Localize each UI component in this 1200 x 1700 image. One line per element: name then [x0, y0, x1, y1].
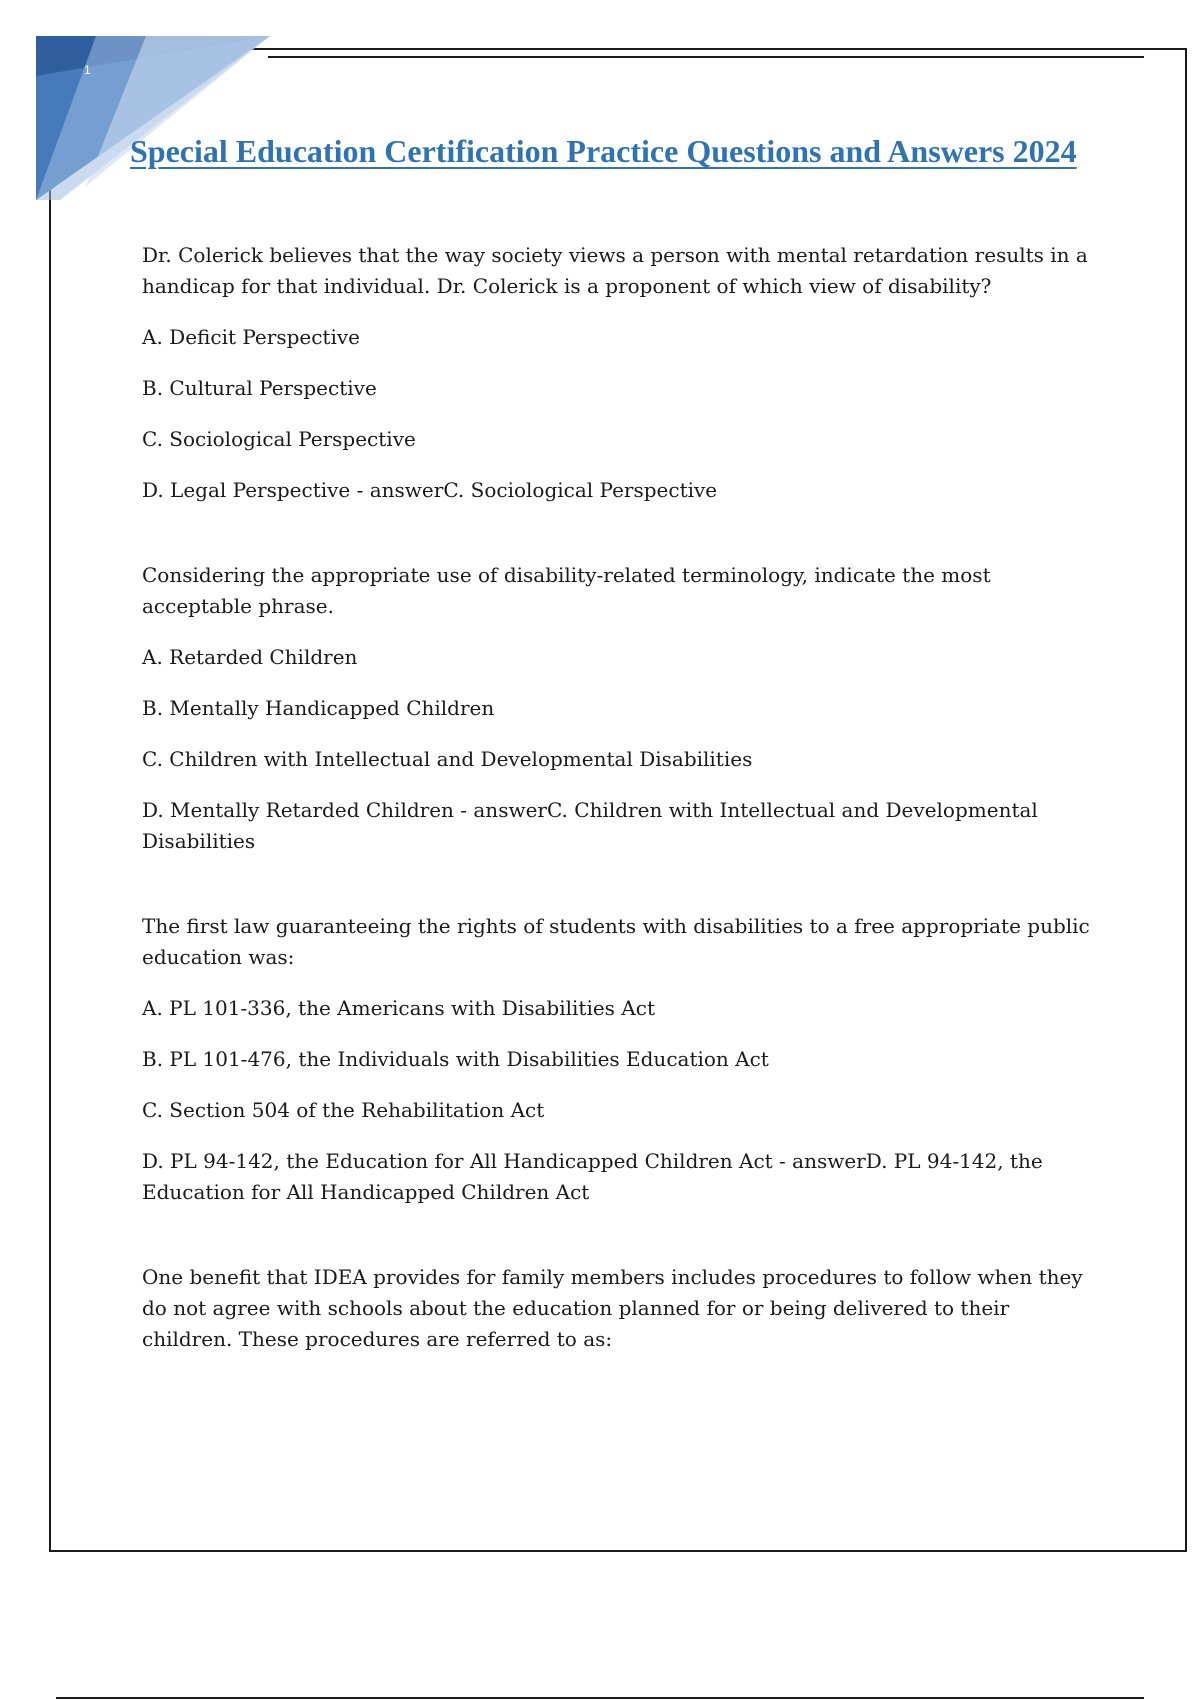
answer-option: C. Children with Intellectual and Developmental Disabilities [142, 747, 753, 771]
answer-option: D. Legal Perspective - answerC. Sociological Perspective [142, 478, 718, 502]
question-3 [142, 911, 1102, 1208]
page-number: 1 [84, 63, 91, 77]
question-stem: Dr. Colerick believes that the way society views a person with mental retardation results in a handicap for that individual. Dr. Colerick is a proponent of which view of disability? [142, 243, 1088, 298]
question-stem: Considering the appropriate use of disability-related terminology, indicate the most acceptable phrase. [142, 563, 991, 618]
answer-option: B. Cultural Perspective [142, 376, 377, 400]
answer-option: A. Deficit Perspective [142, 325, 360, 349]
corner-decoration [36, 36, 270, 200]
question-2 [142, 560, 1102, 857]
answer-option: C. Sociological Perspective [142, 427, 416, 451]
answer-option: D. Mentally Retarded Children - answerC. Children with Intellectual and Developmental Disabilities [142, 798, 1038, 853]
answer-option: A. Retarded Children [142, 645, 358, 669]
answer-option: B. Mentally Handicapped Children [142, 696, 495, 720]
answer-option: B. PL 101-476, the Individuals with Disabilities Education Act [142, 1047, 769, 1071]
answer-option: D. PL 94-142, the Education for All Handicapped Children Act - answerD. PL 94-142, the Education for All Handicapped Children Act [142, 1149, 1043, 1204]
question-list [142, 240, 1102, 1409]
header-rule [268, 56, 1144, 58]
answer-option: C. Section 504 of the Rehabilitation Act [142, 1098, 545, 1122]
answer-option: A. PL 101-336, the Americans with Disabilities Act [142, 996, 655, 1020]
question-stem: The first law guaranteeing the rights of students with disabilities to a free appropriate public education was: [142, 914, 1090, 969]
question-stem: One benefit that IDEA provides for family members includes procedures to follow when they do not agree with schools about the education planned for or being delivered to their children. These procedures are referred to as: [142, 1265, 1083, 1351]
question-4 [142, 1262, 1102, 1355]
document-title: Special Education Certification Practice Questions and Answers 2024 [130, 133, 1077, 169]
footer-rule [56, 1697, 1144, 1699]
question-1 [142, 240, 1102, 506]
